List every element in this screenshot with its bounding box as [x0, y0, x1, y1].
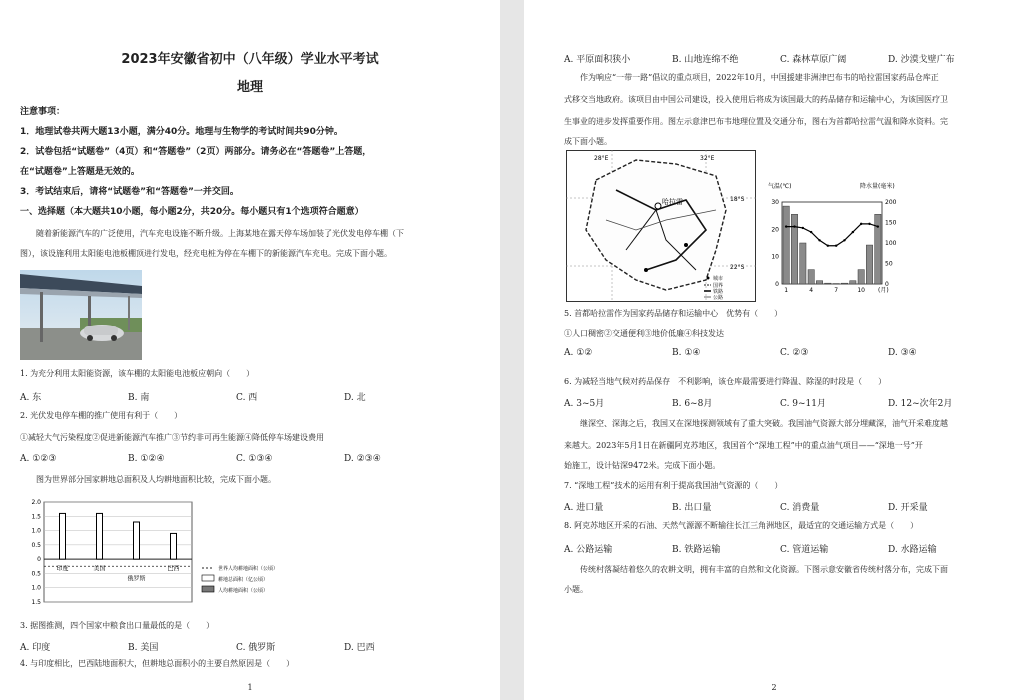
- q6-option-b[interactable]: B. 6~8月: [672, 399, 713, 409]
- intro-text: 传统村落凝结着悠久的农耕文明，拥有丰富的自然和文化资源。下图示意安徽省传统村落分布，完成下面: [580, 565, 948, 574]
- farmland-chart-axis: [31, 499, 192, 606]
- q3-option-b[interactable]: B. 美国: [128, 643, 159, 653]
- temperature-point: [810, 231, 812, 233]
- temp-tick-label: 10: [771, 253, 779, 261]
- category-label: 印度: [56, 565, 69, 573]
- precip-bar: [783, 206, 789, 284]
- temp-tick-label: 20: [771, 226, 779, 234]
- q3-option-c[interactable]: C. 俄罗斯: [236, 643, 276, 653]
- temperature-point: [827, 245, 829, 247]
- intro-text: 式移交当地政府。该项目由中国公司建设，投入使用后将成为该国最大的药品储存和运输中心，为该国医疗卫: [564, 95, 948, 104]
- precip-bar: [808, 270, 814, 284]
- q3-option-a[interactable]: A. 印度: [20, 643, 51, 653]
- intro-text: 始施工，设计钻深9472米。完成下面小题。: [564, 461, 721, 470]
- q7-option-c[interactable]: C. 消费量: [780, 503, 820, 513]
- q1-option-c[interactable]: C. 西: [236, 393, 258, 403]
- temp-tick-label: 0: [775, 281, 779, 288]
- precip-tick-label: 150: [885, 219, 897, 227]
- temperature-line: [786, 224, 878, 246]
- q5-option-b[interactable]: B. ①④: [672, 348, 701, 358]
- q2-items: ①减轻大气污染程度②促进新能源汽车推广③节约非可再生能源④降低停车场建设费用: [20, 433, 324, 442]
- temperature-point: [793, 225, 795, 227]
- q4-option-d[interactable]: D. 沙漠戈壁广布: [888, 55, 955, 65]
- exam-subject: 地理: [236, 80, 263, 95]
- climate-chart-bars: [783, 206, 881, 284]
- category-label: 俄罗斯: [127, 575, 146, 583]
- q2-option-c[interactable]: C. ①③④: [236, 454, 273, 464]
- temperature-point: [818, 239, 820, 241]
- q2-option-b[interactable]: B. ①②④: [128, 454, 165, 464]
- harare-climate-chart: [760, 180, 910, 302]
- month-tick-label: 10: [857, 287, 865, 294]
- precip-tick-label: 50: [885, 260, 893, 268]
- page-number: 1: [247, 683, 253, 692]
- q1-option-b[interactable]: B. 南: [128, 393, 150, 403]
- q5-items: ①人口稠密②交通便利③地价低廉④科技发达: [564, 329, 724, 338]
- precip-tick-label: 0: [885, 281, 889, 288]
- q6-option-c[interactable]: C. 9~11月: [780, 399, 827, 409]
- question-8: 8. 阿克苏地区开采的石油、天然气源源不断输往长江三角洲地区，最适宜的交通运输方式是（ ）: [564, 521, 919, 530]
- notice-line: 3．考试结束后，请将“试题卷”和“答题卷”一并交回。: [20, 187, 239, 197]
- farmland-bar: [171, 533, 177, 559]
- farmland-bar: [134, 522, 140, 559]
- q5-option-c[interactable]: C. ②③: [780, 348, 809, 358]
- y-tick-label: 1.0: [31, 527, 41, 535]
- farmland-chart: [18, 494, 318, 612]
- map-coord-label: 22°S: [730, 264, 745, 271]
- y-tick-label: 0.5: [31, 541, 41, 549]
- temp-axis-title: 气温(℃): [768, 183, 792, 190]
- map-coord-label: 18°S: [730, 196, 745, 203]
- notice-line: 2．试卷包括“试题卷”（4页）和“答题卷”（2页）两部分。请务必在“答题卷”上答题，: [20, 147, 372, 157]
- q8-option-d[interactable]: D. 水路运输: [888, 545, 937, 555]
- q1-option-d[interactable]: D. 北: [344, 393, 366, 403]
- climate-chart-temperature-line: [785, 223, 879, 247]
- farmland-bar: [97, 513, 103, 559]
- q8-option-a[interactable]: A. 公路运输: [564, 545, 613, 555]
- precip-bar: [825, 283, 831, 284]
- intro-text: 随着新能源汽车的广泛使用，汽车充电设施不断升级。上海某地在露天停车场加装了光伏发电停车棚（下: [36, 229, 404, 238]
- page-number: 2: [771, 683, 777, 692]
- notice-line: 在“试题卷”上答题是无效的。: [20, 167, 140, 177]
- map-coord-label: 28°E: [594, 155, 609, 162]
- q1-option-a[interactable]: A. 东: [20, 393, 42, 403]
- intro-text: 作为响应“一带一路”倡议的重点项目，2022年10月，中国援建非洲津巴布韦的哈拉雷国家药品仓库正: [580, 73, 939, 82]
- farmland-chart-bars: [56, 513, 179, 582]
- precip-axis-title: 降水量(毫米): [860, 183, 895, 190]
- y-tick-label: 1.5: [31, 513, 41, 521]
- intro-text: 生事业的进步发挥重要作用。图左示意津巴布韦地理位置及交通分布，图右为首都哈拉雷气温和降水资料。完: [564, 117, 948, 126]
- temperature-point: [835, 245, 837, 247]
- intro-text: 来越大。2023年5月1日在新疆阿克苏地区，我国首个“深地工程”中的重点油气项目——“深地一号”开: [564, 441, 923, 450]
- temperature-point: [868, 223, 870, 225]
- precip-tick-label: 200: [885, 199, 897, 206]
- q6-option-d[interactable]: D. 12~次年2月: [888, 399, 953, 409]
- exam-page-2: [524, 0, 1024, 700]
- precip-bar: [850, 281, 856, 284]
- temperature-point: [802, 227, 804, 229]
- q4-option-b[interactable]: B. 山地连绵不绝: [672, 55, 739, 65]
- temperature-point: [843, 239, 845, 241]
- q7-option-a[interactable]: A. 进口量: [564, 503, 604, 513]
- q5-option-d[interactable]: D. ③④: [888, 348, 917, 358]
- precip-bar: [841, 283, 847, 284]
- y-tick-label: 0.5: [31, 570, 41, 578]
- month-tick-label: 7: [834, 287, 839, 294]
- q6-option-a[interactable]: A. 3~5月: [564, 399, 605, 409]
- precip-bar: [800, 243, 806, 284]
- question-7: 7. “深地工程”技术的运用有利于提高我国油气资源的（ ）: [564, 481, 783, 490]
- question-5: 5. 首都哈拉雷作为国家药品储存和运输中心 优势有（ ）: [564, 309, 783, 318]
- temperature-point: [860, 223, 862, 225]
- intro-text: 图为世界部分国家耕地总面积及人均耕地面积比较，完成下面小题。: [36, 475, 276, 484]
- farmland-chart-legend: [202, 565, 278, 594]
- q4-option-a[interactable]: A. 平原面积狭小: [564, 55, 631, 65]
- q3-option-d[interactable]: D. 巴西: [344, 643, 375, 653]
- map-coord-label: 32°E: [700, 155, 715, 162]
- q2-option-d[interactable]: D. ②③④: [344, 454, 381, 464]
- legend-swatch: [202, 586, 214, 592]
- precip-tick-label: 100: [885, 240, 897, 247]
- month-unit-label: (月): [878, 287, 889, 294]
- intro-text: 小题。: [564, 585, 588, 594]
- y-tick-label: 0: [37, 556, 41, 564]
- q7-option-d[interactable]: D. 开采量: [888, 503, 928, 513]
- chart-frame: [44, 502, 192, 602]
- svg-text:国界: 国界: [713, 283, 724, 289]
- question-6: 6. 为减轻当地气候对药品保存 不利影响，该仓库最需要进行降温、除湿的时段是（ ）: [564, 377, 887, 386]
- question-3: 3. 据图推测，四个国家中粮食出口量最低的是（ ）: [20, 621, 215, 630]
- q4-option-c[interactable]: C. 森林草原广阔: [780, 55, 847, 65]
- question-1: 1. 为充分利用太阳能资源，该车棚的太阳能电池板应朝向（ ）: [20, 369, 255, 378]
- q2-option-a[interactable]: A. ①②③: [20, 454, 57, 464]
- intro-text: 图），该设施利用太阳能电池板棚顶进行发电，经充电桩为停在车棚下的新能源汽车充电。完成下面小题。: [20, 249, 392, 258]
- exam-page-1: [0, 0, 500, 700]
- y-tick-label: 1.0: [31, 584, 41, 592]
- month-tick-label: 1: [784, 287, 789, 294]
- exam-title: 2023年安徽省初中（八年级）学业水平考试: [121, 52, 379, 67]
- legend-label: 耕地总面积（亿公顷）: [218, 577, 269, 583]
- precip-bar: [858, 270, 864, 284]
- farmland-bar: [60, 513, 66, 559]
- legend-label: 世界人均耕地面积（公顷）: [218, 566, 279, 572]
- map-city-label: 哈拉雷: [662, 198, 683, 206]
- notice-line: 1．地理试卷共两大题13小题，满分40分。地理与生物学的考试时间共90分钟。: [20, 127, 343, 137]
- temperature-point: [852, 231, 854, 233]
- precip-bar: [866, 245, 872, 284]
- y-tick-label: 2.0: [31, 499, 41, 506]
- intro-text: 成下面小题。: [564, 137, 612, 146]
- question-2: 2. 光伏发电停车棚的推广使用有利于（ ）: [20, 411, 183, 420]
- legend-label: 人均耕地面积（公顷）: [218, 588, 269, 594]
- notice-heading: 注意事项：: [20, 107, 66, 117]
- svg-text:公路: 公路: [713, 295, 724, 301]
- category-label: 美国: [93, 565, 106, 573]
- solar-carport-photo: [20, 270, 142, 360]
- temperature-point: [877, 225, 879, 227]
- svg-text:铁路: 铁路: [713, 289, 724, 295]
- q7-option-b[interactable]: B. 出口量: [672, 503, 712, 513]
- precip-bar: [816, 281, 822, 284]
- q8-option-b[interactable]: B. 铁路运输: [672, 545, 721, 555]
- question-4: 4. 与印度相比，巴西陆地面积大，但耕地总面积小的主要自然原因是（ ）: [20, 659, 295, 668]
- q8-option-c[interactable]: C. 管道运输: [780, 545, 829, 555]
- precip-bar: [791, 214, 797, 284]
- q5-option-a[interactable]: A. ①②: [564, 348, 593, 358]
- category-label: 巴西: [167, 565, 180, 573]
- svg-text:城市: 城市: [713, 276, 724, 282]
- temp-tick-label: 30: [771, 199, 779, 206]
- temperature-point: [785, 225, 787, 227]
- zimbabwe-map: [566, 150, 756, 302]
- month-tick-label: 4: [809, 287, 814, 294]
- section-heading: 一、选择题（本大题共10小题，每小题2分，共20分。每小题只有1个选项符合题意）: [20, 207, 364, 217]
- legend-swatch: [202, 575, 214, 581]
- precip-bar: [875, 214, 881, 284]
- intro-text: 继深空、深海之后，我国又在深地探测领域有了重大突破。我国油气资源大部分埋藏深，油气开采难度越: [580, 419, 948, 428]
- y-tick-label: 1.5: [31, 599, 41, 606]
